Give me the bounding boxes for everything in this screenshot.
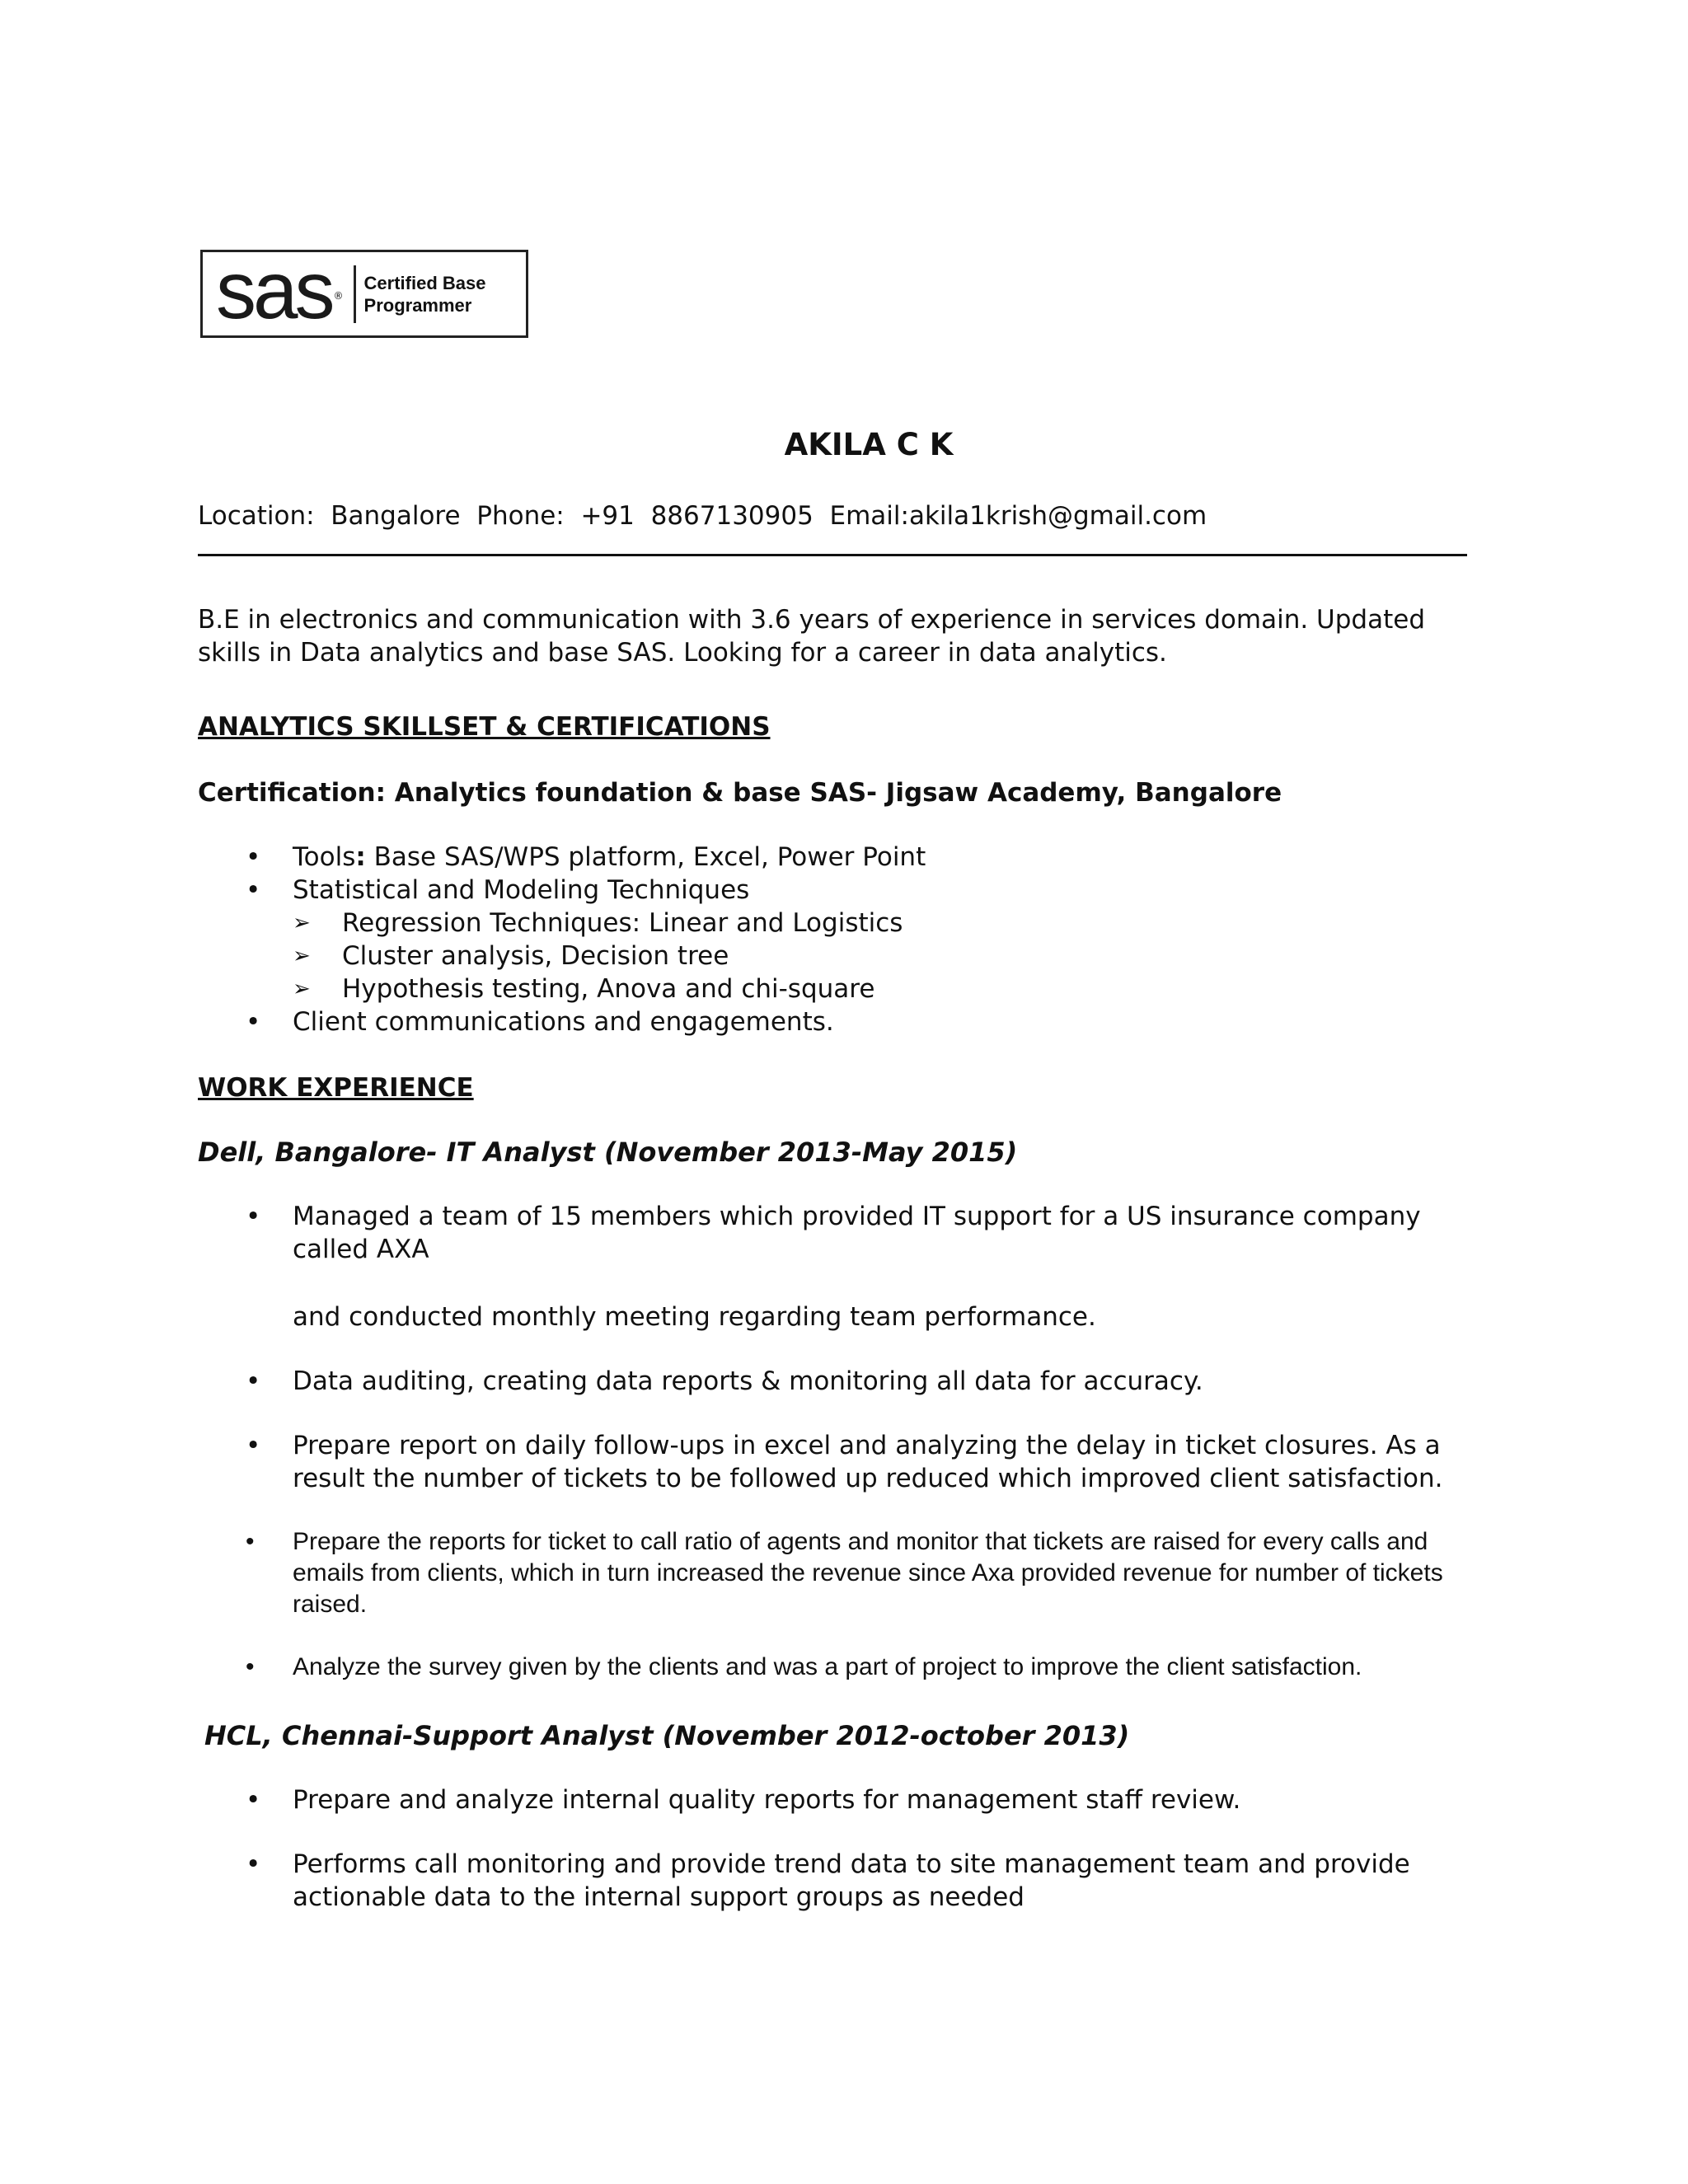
list-item: • Data auditing, creating data reports & monitoring all data for accuracy. [198, 1365, 1484, 1398]
list-item: • Analyze the survey given by the clients and was a part of project to improve the client satisfaction. [198, 1652, 1484, 1683]
skills-item-stats: • Statistical and Modeling Techniques [198, 874, 1484, 907]
skills-item-tools [198, 841, 1484, 874]
certification-line: Certification: Analytics foundation & base SAS- Jigsaw Academy, Bangalore [198, 778, 1282, 808]
list-item [198, 1200, 1484, 1333]
job-title-dell: Dell, Bangalore- IT Analyst (November 2013-May 2015) [198, 1137, 1018, 1168]
skills-sub-item: ➢ Regression Techniques: Linear and Logistics [198, 907, 1484, 940]
job-title-hcl: HCL, Chennai-Support Analyst (November 2012-october 2013) [204, 1720, 1130, 1751]
tools-colon: : [355, 842, 366, 872]
dell-responsibilities [198, 1200, 1484, 1714]
contact-line: Location: Bangalore Phone: +91 8867130905 Email:akila1krish@gmail.com [198, 501, 1207, 531]
hcl-responsibilities [198, 1783, 1484, 1945]
skills-item-client: • Client communications and engagements. [198, 1005, 1484, 1038]
list-item-line: Managed a team of 15 members which provided IT support for a US insurance company called AXA [293, 1202, 1421, 1264]
header-divider [198, 554, 1467, 556]
logo-tagline [364, 272, 486, 316]
tools-value: Base SAS/WPS platform, Excel, Power Point [365, 842, 926, 872]
candidate-name: AKILA C K [784, 427, 954, 462]
skills-section-heading: ANALYTICS SKILLSET & CERTIFICATIONS [198, 712, 771, 742]
list-item: • Performs call monitoring and provide trend data to site management team and provide actionable data to the internal support groups as needed [198, 1848, 1484, 1914]
registered-mark: ® [333, 290, 344, 302]
skills-sub-item: ➢ Cluster analysis, Decision tree [198, 940, 1484, 972]
logo-tagline-line1: Certified Base [363, 272, 486, 293]
skills-list [198, 841, 1484, 1038]
logo-wordmark: sas [216, 244, 332, 335]
list-item: • Prepare and analyze internal quality reports for management staff review. [198, 1783, 1484, 1816]
logo-divider [354, 265, 356, 323]
work-section-heading: WORK EXPERIENCE [198, 1073, 474, 1103]
list-item: • Prepare report on daily follow-ups in excel and analyzing the delay in ticket closures. As a result the number of tickets to be followed up reduced which improved client satisfaction. [198, 1429, 1484, 1495]
skills-sub-item: ➢ Hypothesis testing, Anova and chi-square [198, 972, 1484, 1005]
list-item-line: and conducted monthly meeting regarding team performance. [293, 1302, 1096, 1332]
logo-tagline-line2: Programmer [363, 294, 472, 316]
list-item: • Prepare the reports for ticket to call ratio of agents and monitor that tickets are raised for every calls and emails from clients, which in turn increased the revenue since Axa provided revenue for number of tickets raised. [198, 1526, 1484, 1620]
tools-label: Tools [293, 842, 356, 872]
sas-certified-logo [200, 244, 528, 338]
summary-paragraph: B.E in electronics and communication with 3.6 years of experience in services domain. Updated skills in Data analytics and base SAS. Looking for a career in data analytics. [198, 605, 1425, 668]
